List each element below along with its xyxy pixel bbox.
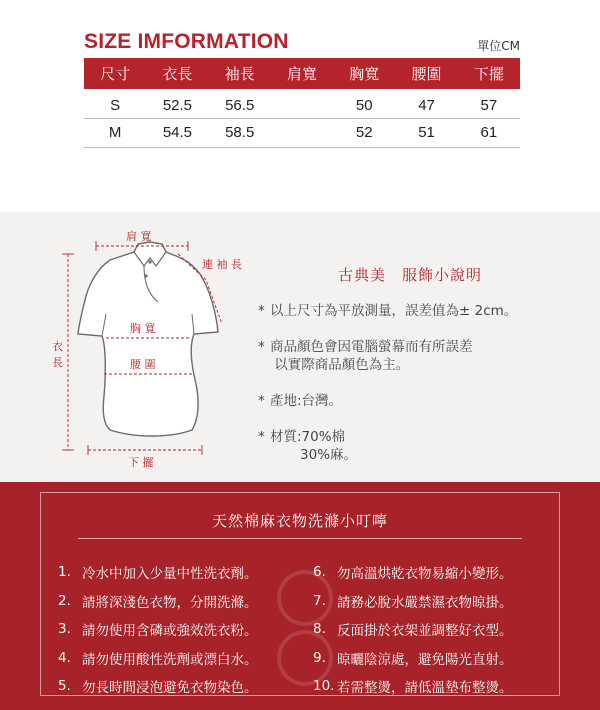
garment-diagram-section: [0, 212, 600, 482]
header-shoulder: 肩寬: [271, 58, 333, 89]
asterisk-icon: *: [258, 339, 265, 355]
list-item: [313, 558, 513, 587]
list-item: [58, 615, 258, 644]
header-chest: 胸寬: [333, 58, 395, 89]
asterisk-icon: *: [258, 429, 265, 445]
item-number: 3.: [58, 621, 71, 638]
note-text: 商品顏色會因電腦螢幕而有所誤差 以實際商品顏色為主。: [270, 339, 473, 373]
size-table-header: [84, 58, 520, 89]
item-text: 若需整燙，請低溫墊布整燙。: [337, 680, 513, 697]
item-text: 請勿使用酸性洗劑或漂白水。: [82, 651, 258, 668]
table-cell: 51: [395, 118, 457, 147]
note-item: [258, 428, 588, 464]
item-number: 9.: [313, 649, 326, 666]
table-cell: 58.5: [209, 118, 271, 147]
item-number: 7.: [313, 592, 326, 609]
list-item: [313, 615, 513, 644]
length-label-2: 長: [52, 356, 63, 369]
item-number: 1.: [58, 564, 71, 581]
item-text: 請將深淺色衣物，分開洗滌。: [82, 594, 258, 611]
item-number: 5.: [58, 678, 71, 695]
button-mark: [144, 274, 147, 277]
list-item: [58, 558, 258, 587]
list-item: [58, 587, 258, 616]
table-cell: 56.5: [209, 89, 271, 118]
table-cell: [271, 118, 333, 147]
waist-label: 腰 圍: [130, 358, 156, 371]
table-row: [84, 89, 520, 118]
item-number: 8.: [313, 621, 326, 638]
chest-label: 胸 寬: [130, 322, 156, 335]
header-waist: 腰圍: [395, 58, 457, 89]
item-number: 6.: [313, 564, 326, 581]
garment-diagram: [40, 224, 270, 474]
care-list-left: [58, 558, 258, 701]
care-tips-section: [0, 482, 600, 710]
note-text: 材質:70%棉 30%麻。: [270, 429, 358, 463]
note-text: 以上尺寸為平放測量，誤差值為± 2cm。: [270, 303, 518, 319]
list-item: [313, 672, 513, 701]
header-hem: 下擺: [458, 58, 520, 89]
table-cell: 47: [395, 89, 457, 118]
item-text: 反面掛於衣架並調整好衣型。: [337, 623, 513, 640]
care-divider: [78, 538, 522, 539]
shoulder-label: 肩 寬: [126, 230, 152, 243]
list-item: [58, 672, 258, 701]
item-number: 10.: [313, 678, 335, 695]
item-number: 2.: [58, 592, 71, 609]
hem-label: 下 擺: [128, 456, 154, 469]
note-item: [258, 302, 588, 320]
list-item: [58, 644, 258, 673]
asterisk-icon: *: [258, 303, 265, 319]
item-text: 請勿使用含磷或強效洗衣粉。: [82, 623, 258, 640]
care-list-right: [313, 558, 513, 701]
table-cell: 50: [333, 89, 395, 118]
list-item: [313, 644, 513, 673]
asterisk-icon: *: [258, 393, 265, 409]
table-cell: 52.5: [146, 89, 208, 118]
header-length: 衣長: [146, 58, 208, 89]
item-text: 請務必脫水嚴禁濕衣物晾掛。: [337, 594, 513, 611]
table-cell: S: [84, 89, 146, 118]
table-cell: 61: [458, 118, 520, 147]
header-sleeve: 袖長: [209, 58, 271, 89]
item-text: 勿高溫烘乾衣物易縮小變形。: [337, 566, 513, 583]
table-row: [84, 118, 520, 147]
header-size: 尺寸: [84, 58, 146, 89]
item-text: 晾曬陰涼處，避免陽光直射。: [337, 651, 513, 668]
size-unit: 單位CM: [477, 39, 520, 53]
notes-list: [258, 302, 588, 482]
table-cell: 52: [333, 118, 395, 147]
length-label-1: 衣: [52, 340, 63, 353]
list-item: [313, 587, 513, 616]
table-cell: 54.5: [146, 118, 208, 147]
notes-title: 古典美 服飾小說明: [338, 266, 483, 284]
note-text: 產地:台灣。: [270, 393, 343, 409]
button-mark: [148, 260, 151, 263]
item-number: 4.: [58, 649, 71, 666]
note-item: [258, 338, 588, 374]
item-text: 冷水中加入少量中性洗衣劑。: [82, 566, 258, 583]
sleeve-label: 連 袖 長: [202, 258, 242, 271]
size-information-section: [0, 0, 600, 212]
size-table: [84, 58, 520, 148]
table-cell: [271, 89, 333, 118]
note-item: [258, 392, 588, 410]
table-cell: 57: [458, 89, 520, 118]
size-title: SIZE IMFORMATION: [84, 30, 289, 53]
table-cell: M: [84, 118, 146, 147]
item-text: 勿長時間浸泡避免衣物染色。: [82, 680, 258, 697]
care-title: 天然棉麻衣物洗滌小叮嚀: [211, 512, 388, 530]
